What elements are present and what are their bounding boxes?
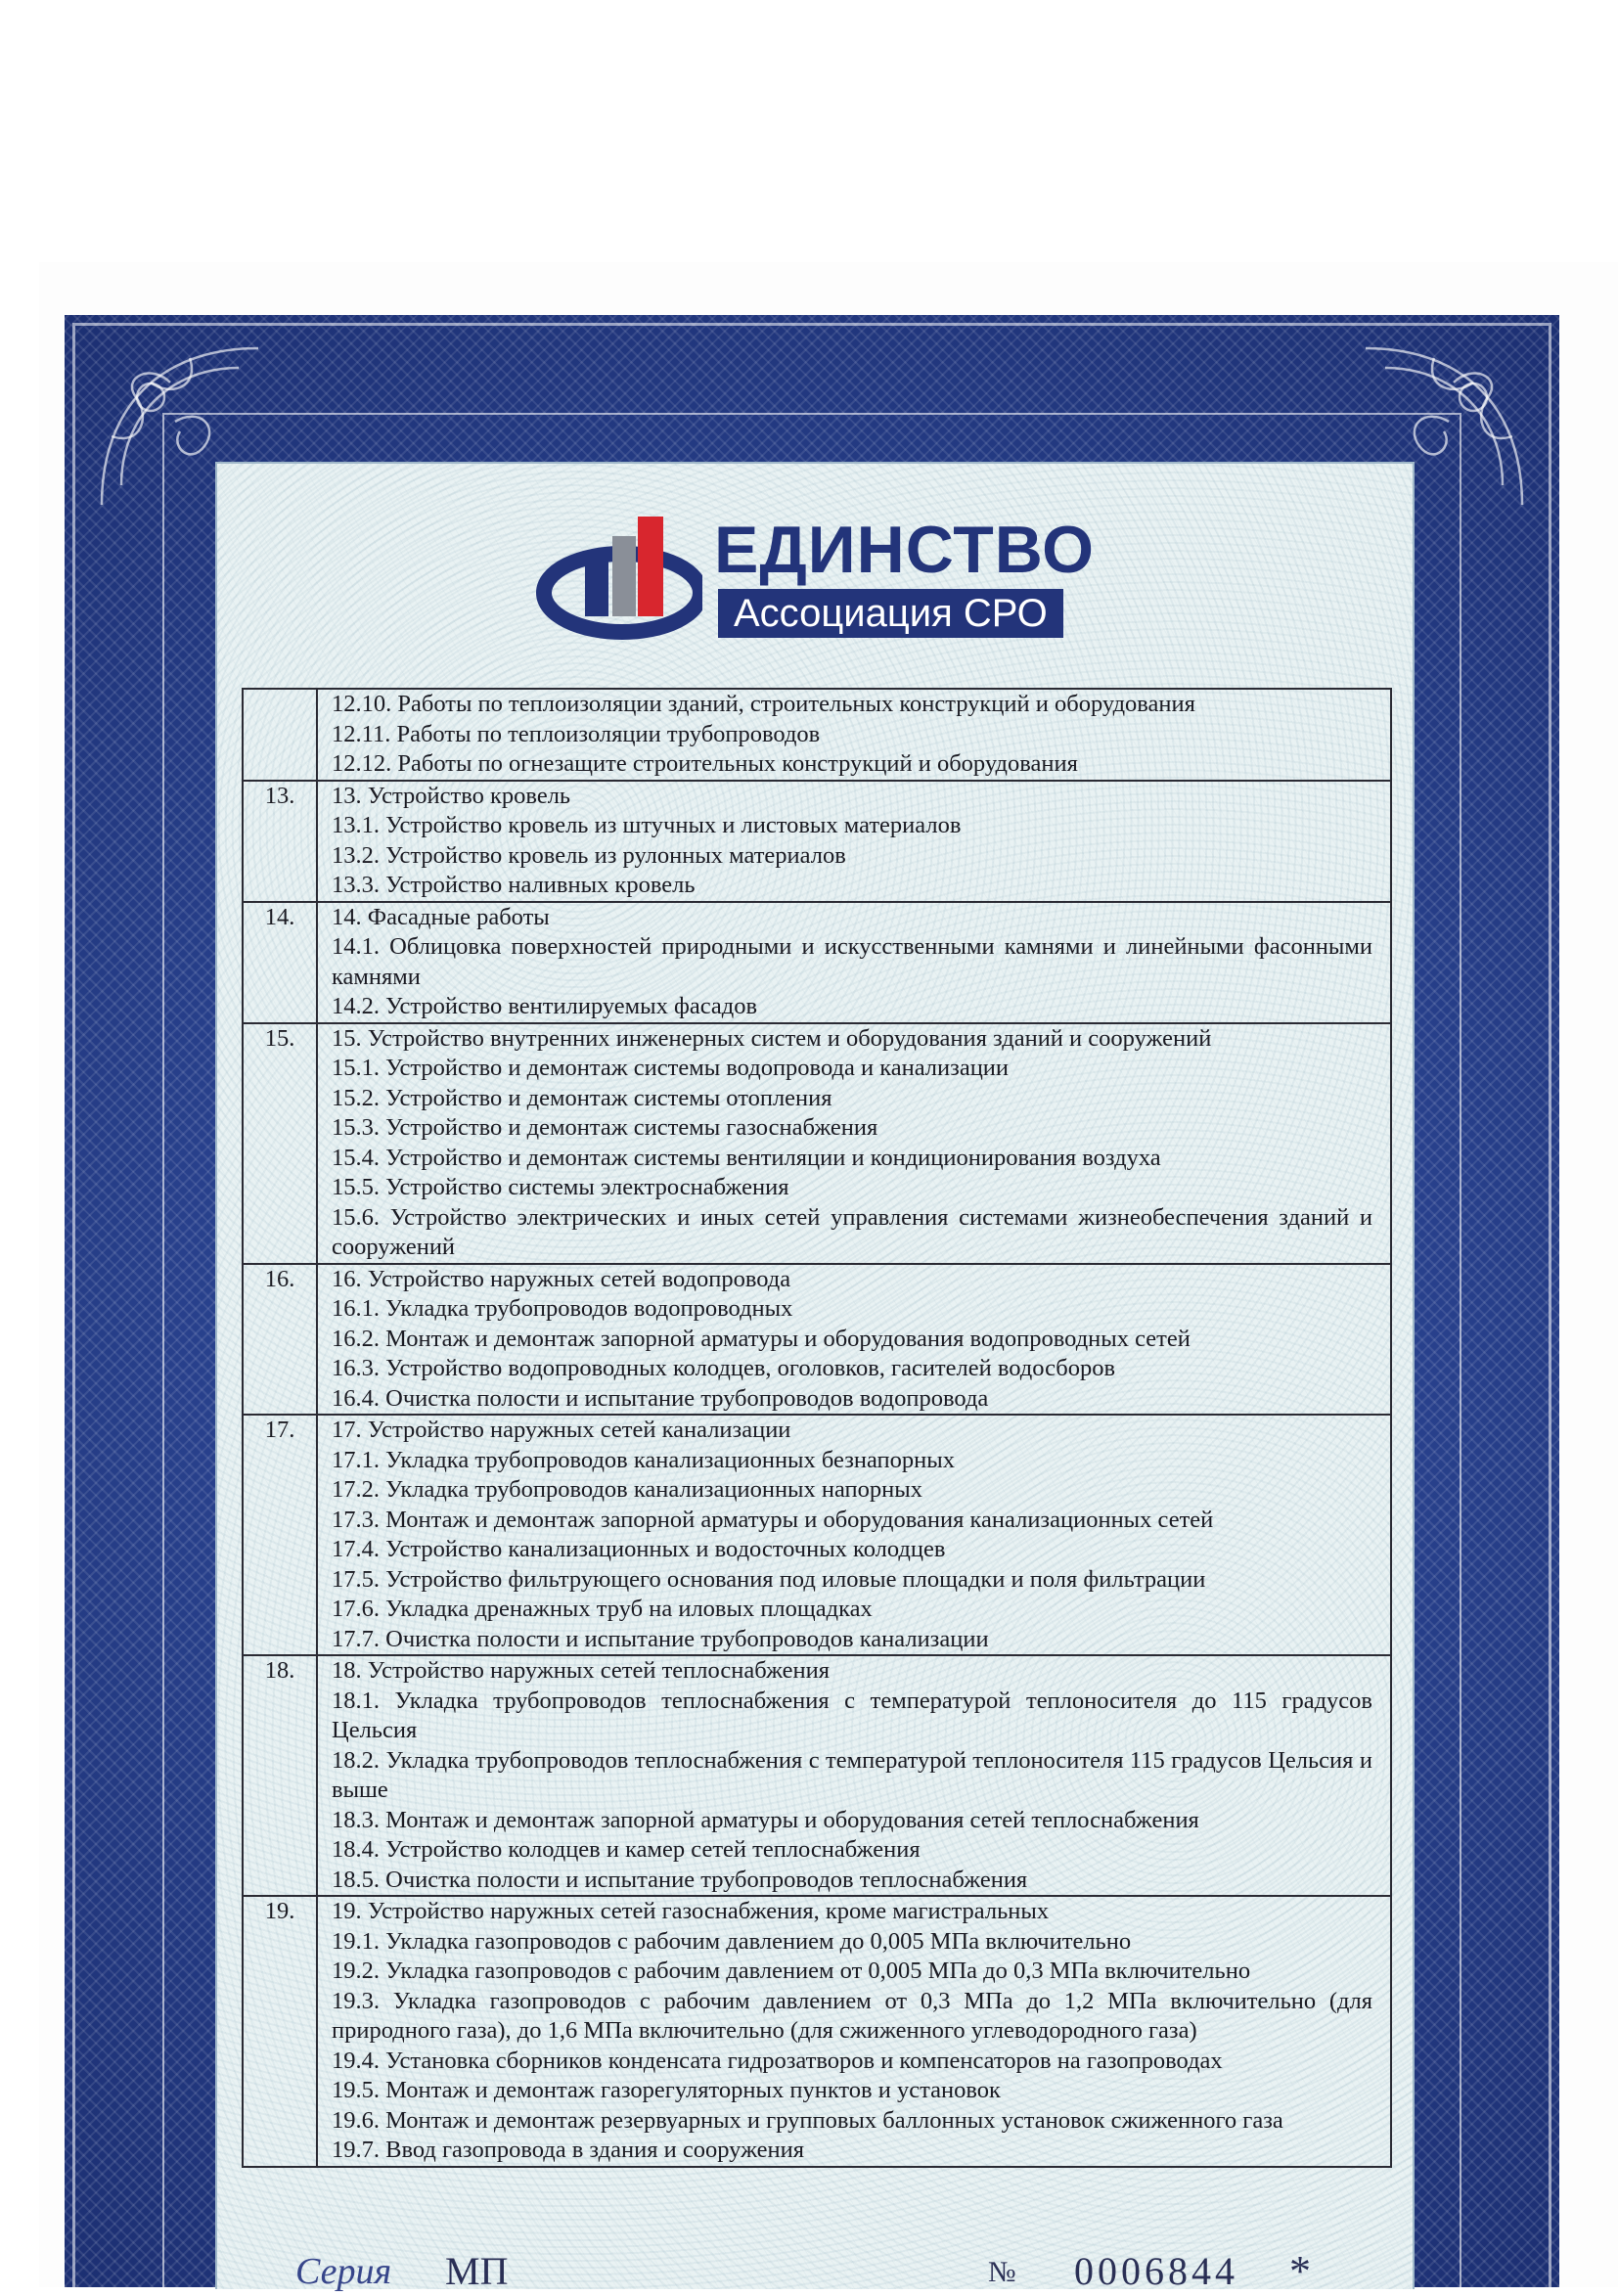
table-row	[243, 689, 1391, 781]
work-item: 16.4. Очистка полости и испытание трубопроводов водопровода	[332, 1384, 989, 1412]
row-number	[243, 689, 317, 781]
work-item: 17.2. Укладка трубопроводов канализационных напорных	[332, 1476, 922, 1503]
work-item: 19.7. Ввод газопровода в здания и сооружения	[332, 2137, 805, 2163]
row-works	[317, 1655, 1391, 1896]
work-item: 13.2. Устройство кровель из рулонных материалов	[332, 841, 846, 869]
row-number: 13.	[243, 781, 317, 902]
work-item: 17. Устройство наружных сетей канализации	[332, 1417, 791, 1443]
work-item: 18.4. Устройство колодцев и камер сетей теплоснабжения	[332, 1836, 921, 1863]
work-item: 19.4. Установка сборников конденсата гидрозатворов и компенсаторов на газопроводах	[332, 2047, 1223, 2074]
work-item: 18.5. Очистка полости и испытание трубопроводов теплоснабжения	[332, 1866, 1028, 1893]
row-works	[317, 781, 1391, 902]
row-works	[317, 1023, 1391, 1264]
row-works	[317, 902, 1391, 1023]
work-item: 19.1. Укладка газопроводов с рабочим давлением до 0,005 МПа включительно	[332, 1927, 1132, 1955]
number-label: №	[988, 2256, 1016, 2288]
work-item: 19.5. Монтаж и демонтаж газорегуляторных пунктов и установок	[332, 2077, 1001, 2103]
row-number: 19.	[243, 1896, 317, 2167]
logo-title: ЕДИНСТВО	[714, 513, 1096, 587]
table-row	[243, 902, 1391, 1023]
table-row	[243, 781, 1391, 902]
work-item: 15.6. Устройство электрических и иных сетей управления системами жизнеобеспечения зданий и сооружений	[332, 1203, 1372, 1260]
work-item: 14. Фасадные работы	[332, 903, 550, 930]
seria-value: МП	[445, 2249, 509, 2293]
work-item: 12.11. Работы по теплоизоляции трубопроводов	[332, 720, 821, 747]
work-item: 17.6. Укладка дренажных труб на иловых площадках	[332, 1596, 873, 1622]
work-item: 17.3. Монтаж и демонтаж запорной арматуры и оборудования канализационных сетей	[332, 1506, 1214, 1533]
work-item: 17.7. Очистка полости и испытание трубопроводов канализации	[332, 1625, 989, 1652]
work-item: 18.3. Монтаж и демонтаж запорной арматуры и оборудования сетей теплоснабжения	[332, 1806, 1199, 1833]
work-item: 16.2. Монтаж и демонтаж запорной арматуры и оборудования водопроводных сетей	[332, 1325, 1191, 1352]
work-item: 13.3. Устройство наливных кровель	[332, 872, 696, 898]
seria-label: Серия	[295, 2251, 392, 2292]
number-value: 0006844	[1074, 2249, 1238, 2293]
work-item: 16.3. Устройство водопроводных колодцев, оголовков, гасителей водосборов	[332, 1355, 1116, 1381]
row-works	[317, 689, 1391, 781]
work-item: 18.1. Укладка трубопроводов теплоснабжения с температурой теплоносителя до 115 градусов Цельсия	[332, 1687, 1372, 1743]
row-works	[317, 1264, 1391, 1416]
work-item: 15.3. Устройство и демонтаж системы газоснабжения	[332, 1114, 878, 1141]
logo-subtitle: Ассоциация СРО	[718, 589, 1063, 638]
star-mark: *	[1289, 2247, 1311, 2295]
row-number: 16.	[243, 1264, 317, 1416]
table-row	[243, 1415, 1391, 1655]
work-item: 13.1. Устройство кровель из штучных и листовых материалов	[332, 812, 962, 838]
work-item: 15. Устройство внутренних инженерных систем и оборудования зданий и сооружений	[332, 1024, 1212, 1052]
work-item: 18. Устройство наружных сетей теплоснабжения	[332, 1657, 831, 1684]
work-item: 19.6. Монтаж и демонтаж резервуарных и групповых баллонных установок сжиженного газа	[332, 2106, 1283, 2134]
table-row	[243, 1655, 1391, 1896]
row-number: 14.	[243, 902, 317, 1023]
row-number: 15.	[243, 1023, 317, 1264]
work-item: 17.1. Укладка трубопроводов канализационных безнапорных	[332, 1446, 955, 1473]
works-table	[242, 688, 1392, 2168]
work-item: 19. Устройство наружных сетей газоснабжения, кроме магистральных	[332, 1898, 1050, 1924]
work-item: 14.1. Облицовка поверхностей природными и искусственными камнями и линейными фасонными камнями	[332, 933, 1372, 990]
row-number: 17.	[243, 1415, 317, 1655]
work-item: 17.5. Устройство фильтрующего основания под иловые площадки и поля фильтрации	[332, 1565, 1206, 1593]
work-item: 15.4. Устройство и демонтаж системы вентиляции и кондиционирования воздуха	[332, 1144, 1161, 1171]
table-row	[243, 1023, 1391, 1264]
work-item: 13. Устройство кровель	[332, 782, 571, 809]
row-number: 18.	[243, 1655, 317, 1896]
work-item: 15.5. Устройство системы электроснабжения	[332, 1174, 789, 1200]
work-item: 14.2. Устройство вентилируемых фасадов	[332, 993, 758, 1019]
table-row	[243, 1264, 1391, 1416]
work-item: 18.2. Укладка трубопроводов теплоснабжения с температурой теплоносителя 115 градусов Цельсия и выше	[332, 1746, 1372, 1803]
work-item: 15.1. Устройство и демонтаж системы водопровода и канализации	[332, 1055, 1010, 1081]
logo	[536, 515, 1103, 642]
work-item: 19.3. Укладка газопроводов с рабочим давлением от 0,3 МПа до 1,2 МПа включительно (для природного газа), до 1,6 МПа включительно (для сжиженного углеводородного газа)	[332, 1987, 1372, 2044]
work-item: 17.4. Устройство канализационных и водосточных колодцев	[332, 1536, 946, 1562]
buildings-logo-icon	[536, 515, 702, 642]
work-item: 19.2. Укладка газопроводов с рабочим давлением от 0,005 МПа до 0,3 МПа включительно	[332, 1958, 1251, 1984]
table-row	[243, 1896, 1391, 2167]
row-works	[317, 1896, 1391, 2167]
row-works	[317, 1415, 1391, 1655]
work-item: 16.1. Укладка трубопроводов водопроводных	[332, 1295, 793, 1322]
work-item: 12.12. Работы по огнезащите строительных конструкций и оборудования	[332, 750, 1078, 777]
work-item: 15.2. Устройство и демонтаж системы отопления	[332, 1084, 832, 1111]
work-item: 16. Устройство наружных сетей водопровода	[332, 1265, 791, 1292]
work-item: 12.10. Работы по теплоизоляции зданий, строительных конструкций и оборудования	[332, 691, 1195, 717]
